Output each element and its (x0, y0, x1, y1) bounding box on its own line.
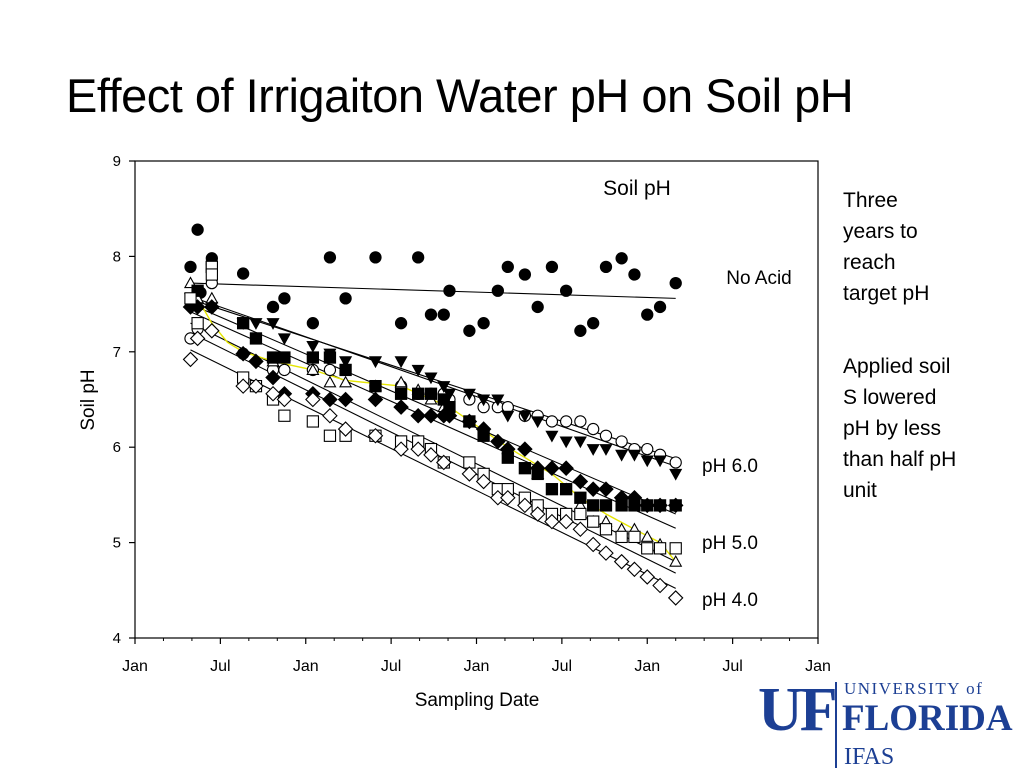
data-point-circle-filled (395, 318, 406, 329)
data-point-square-open (185, 293, 196, 304)
logo-university: UNIVERSITY of (844, 680, 984, 698)
data-point-circle-filled (370, 252, 381, 263)
data-point-circle-open (575, 416, 586, 427)
data-point-triangle-down-filled (588, 445, 599, 455)
note-three-years: Three years to reach target pH (843, 189, 930, 305)
data-point-square-filled (519, 463, 530, 474)
data-point-diamond-open (653, 579, 667, 593)
yellow-trend-curve (191, 283, 676, 562)
data-point-diamond-filled (573, 475, 587, 489)
y-axis-label: Soil pH (78, 369, 99, 431)
data-point-square-open (192, 318, 203, 329)
x-tick-label: Jul (722, 658, 743, 675)
data-point-triangle-down-filled (250, 319, 261, 329)
data-point-circle-filled (438, 309, 449, 320)
data-point-triangle-down-filled (575, 437, 586, 447)
data-point-diamond-filled (559, 461, 573, 475)
data-point-triangle-down-filled (307, 342, 318, 352)
data-point-triangle-down-filled (629, 450, 640, 460)
data-point-circle-filled (654, 301, 665, 312)
data-point-circle-filled (307, 318, 318, 329)
data-point-circle-filled (324, 252, 335, 263)
data-point-circle-filled (464, 325, 475, 336)
data-point-circle-filled (629, 269, 640, 280)
data-point-circle-open (279, 364, 290, 375)
x-tick-label: Jul (210, 658, 231, 675)
data-markers (183, 224, 682, 605)
data-point-square-open (206, 269, 217, 280)
slide-title: Effect of Irrigaiton Water pH on Soil pH (66, 69, 854, 122)
data-point-diamond-open (599, 546, 613, 560)
data-point-square-open (670, 543, 681, 554)
data-point-diamond-open (573, 522, 587, 536)
data-point-triangle-down-filled (616, 450, 627, 460)
x-tick-label: Jul (551, 658, 573, 675)
data-point-square-filled (413, 388, 424, 399)
annotation-no-acid: No Acid (726, 268, 792, 289)
data-point-circle-filled (279, 293, 290, 304)
logo-ifas: IFAS (844, 744, 895, 768)
y-tick-label: 4 (112, 630, 121, 647)
data-point-diamond-open (615, 555, 629, 569)
data-point-diamond-open (669, 591, 683, 605)
trend-line (190, 304, 675, 514)
data-point-square-filled (546, 484, 557, 495)
data-point-diamond-filled (339, 393, 353, 407)
data-point-circle-filled (588, 318, 599, 329)
data-point-triangle-down-filled (532, 417, 543, 427)
data-point-circle-filled (546, 261, 557, 272)
uf-monogram: UF (758, 680, 835, 744)
data-point-triangle-down-filled (561, 437, 572, 447)
y-tick-label: 7 (112, 343, 121, 361)
data-point-square-filled (588, 500, 599, 511)
data-point-square-open (324, 430, 335, 441)
data-point-diamond-open (183, 352, 197, 366)
data-point-triangle-up-open (340, 377, 351, 387)
data-point-circle-filled (519, 269, 530, 280)
data-point-square-open (629, 531, 640, 542)
data-point-circle-filled (492, 285, 503, 296)
data-point-triangle-down-filled (502, 411, 513, 421)
data-point-circle-open (324, 364, 335, 375)
data-point-square-filled (575, 492, 586, 503)
data-point-circle-filled (502, 261, 513, 272)
data-point-square-open (642, 543, 653, 554)
data-point-circle-filled (444, 285, 455, 296)
data-point-square-filled (395, 388, 406, 399)
data-point-triangle-up-open (324, 377, 335, 387)
data-point-square-filled (561, 484, 572, 495)
data-point-square-filled (307, 352, 318, 363)
x-tick-label: Jan (122, 658, 148, 675)
annotation-ph-6: pH 6.0 (702, 456, 758, 477)
data-point-circle-filled (575, 325, 586, 336)
data-point-circle-filled (185, 261, 196, 272)
data-point-square-open (575, 508, 586, 519)
data-point-triangle-down-filled (546, 431, 557, 441)
data-point-square-open (600, 524, 611, 535)
data-point-diamond-open (586, 538, 600, 552)
data-point-triangle-down-filled (600, 445, 611, 455)
y-tick-label: 9 (112, 153, 121, 170)
data-point-circle-open (616, 436, 627, 447)
annotation-ph-5: pH 5.0 (702, 533, 758, 554)
data-point-triangle-up-open (642, 531, 653, 541)
y-tick-label: 6 (112, 439, 121, 457)
data-point-triangle-down-filled (654, 456, 665, 466)
data-point-square-filled (600, 500, 611, 511)
chart-title: Soil pH (603, 177, 671, 200)
data-point-diamond-filled (368, 393, 382, 407)
data-point-square-filled (250, 333, 261, 344)
y-tick-label: 5 (112, 534, 121, 552)
data-point-diamond-filled (249, 354, 263, 368)
data-point-circle-filled (340, 293, 351, 304)
data-point-square-filled (370, 381, 381, 392)
data-point-square-open (654, 543, 665, 554)
data-point-diamond-filled (394, 400, 408, 414)
data-point-circle-open (600, 430, 611, 441)
data-point-diamond-filled (599, 482, 613, 496)
logo-florida: FLORIDA (842, 698, 1013, 739)
data-point-diamond-open (627, 562, 641, 576)
x-tick-label: Jan (463, 658, 490, 675)
data-point-circle-open (670, 457, 681, 468)
data-point-triangle-down-filled (395, 357, 406, 367)
data-point-circle-open (561, 416, 572, 427)
data-point-circle-filled (642, 309, 653, 320)
plot-frame (135, 161, 818, 638)
data-point-square-filled (279, 352, 290, 363)
data-point-square-open (616, 531, 627, 542)
data-point-triangle-down-filled (670, 469, 681, 479)
data-point-circle-filled (616, 253, 627, 264)
data-point-circle-filled (425, 309, 436, 320)
data-point-triangle-down-filled (413, 365, 424, 375)
data-point-square-open (307, 416, 318, 427)
data-point-triangle-down-filled (642, 456, 653, 466)
data-point-circle-open (546, 416, 557, 427)
yellow-curve (191, 283, 676, 562)
x-tick-label: Jan (634, 658, 661, 675)
annotation-ph-4: pH 4.0 (702, 590, 758, 611)
logo-divider (835, 682, 837, 768)
data-point-circle-filled (267, 301, 278, 312)
data-point-circle-filled (670, 278, 681, 289)
note-applied-sulfur: Applied soil S lowered pH by less than half pH unit (843, 355, 957, 502)
data-point-square-open (588, 516, 599, 527)
x-axis-label: Sampling Date (414, 690, 540, 711)
data-point-square-filled (267, 352, 278, 363)
data-point-circle-filled (478, 318, 489, 329)
data-point-circle-filled (238, 268, 249, 279)
data-point-square-filled (340, 364, 351, 375)
data-point-square-open (279, 410, 290, 421)
data-point-circle-filled (600, 261, 611, 272)
data-point-diamond-filled (545, 461, 559, 475)
y-tick-label: 8 (112, 248, 121, 266)
x-tick-label: Jan (805, 658, 831, 675)
x-tick-label: Jul (380, 658, 402, 675)
data-point-square-filled (425, 388, 436, 399)
data-point-circle-open (642, 444, 653, 455)
data-point-square-filled (324, 352, 335, 363)
trend-line (190, 283, 675, 298)
data-point-circle-open (588, 423, 599, 434)
data-point-circle-filled (413, 252, 424, 263)
x-tick-label: Jan (292, 658, 319, 675)
data-point-circle-filled (532, 301, 543, 312)
uf-ifas-logo (758, 680, 1024, 768)
data-point-square-filled (238, 318, 249, 329)
data-point-circle-filled (561, 285, 572, 296)
data-point-circle-filled (192, 224, 203, 235)
